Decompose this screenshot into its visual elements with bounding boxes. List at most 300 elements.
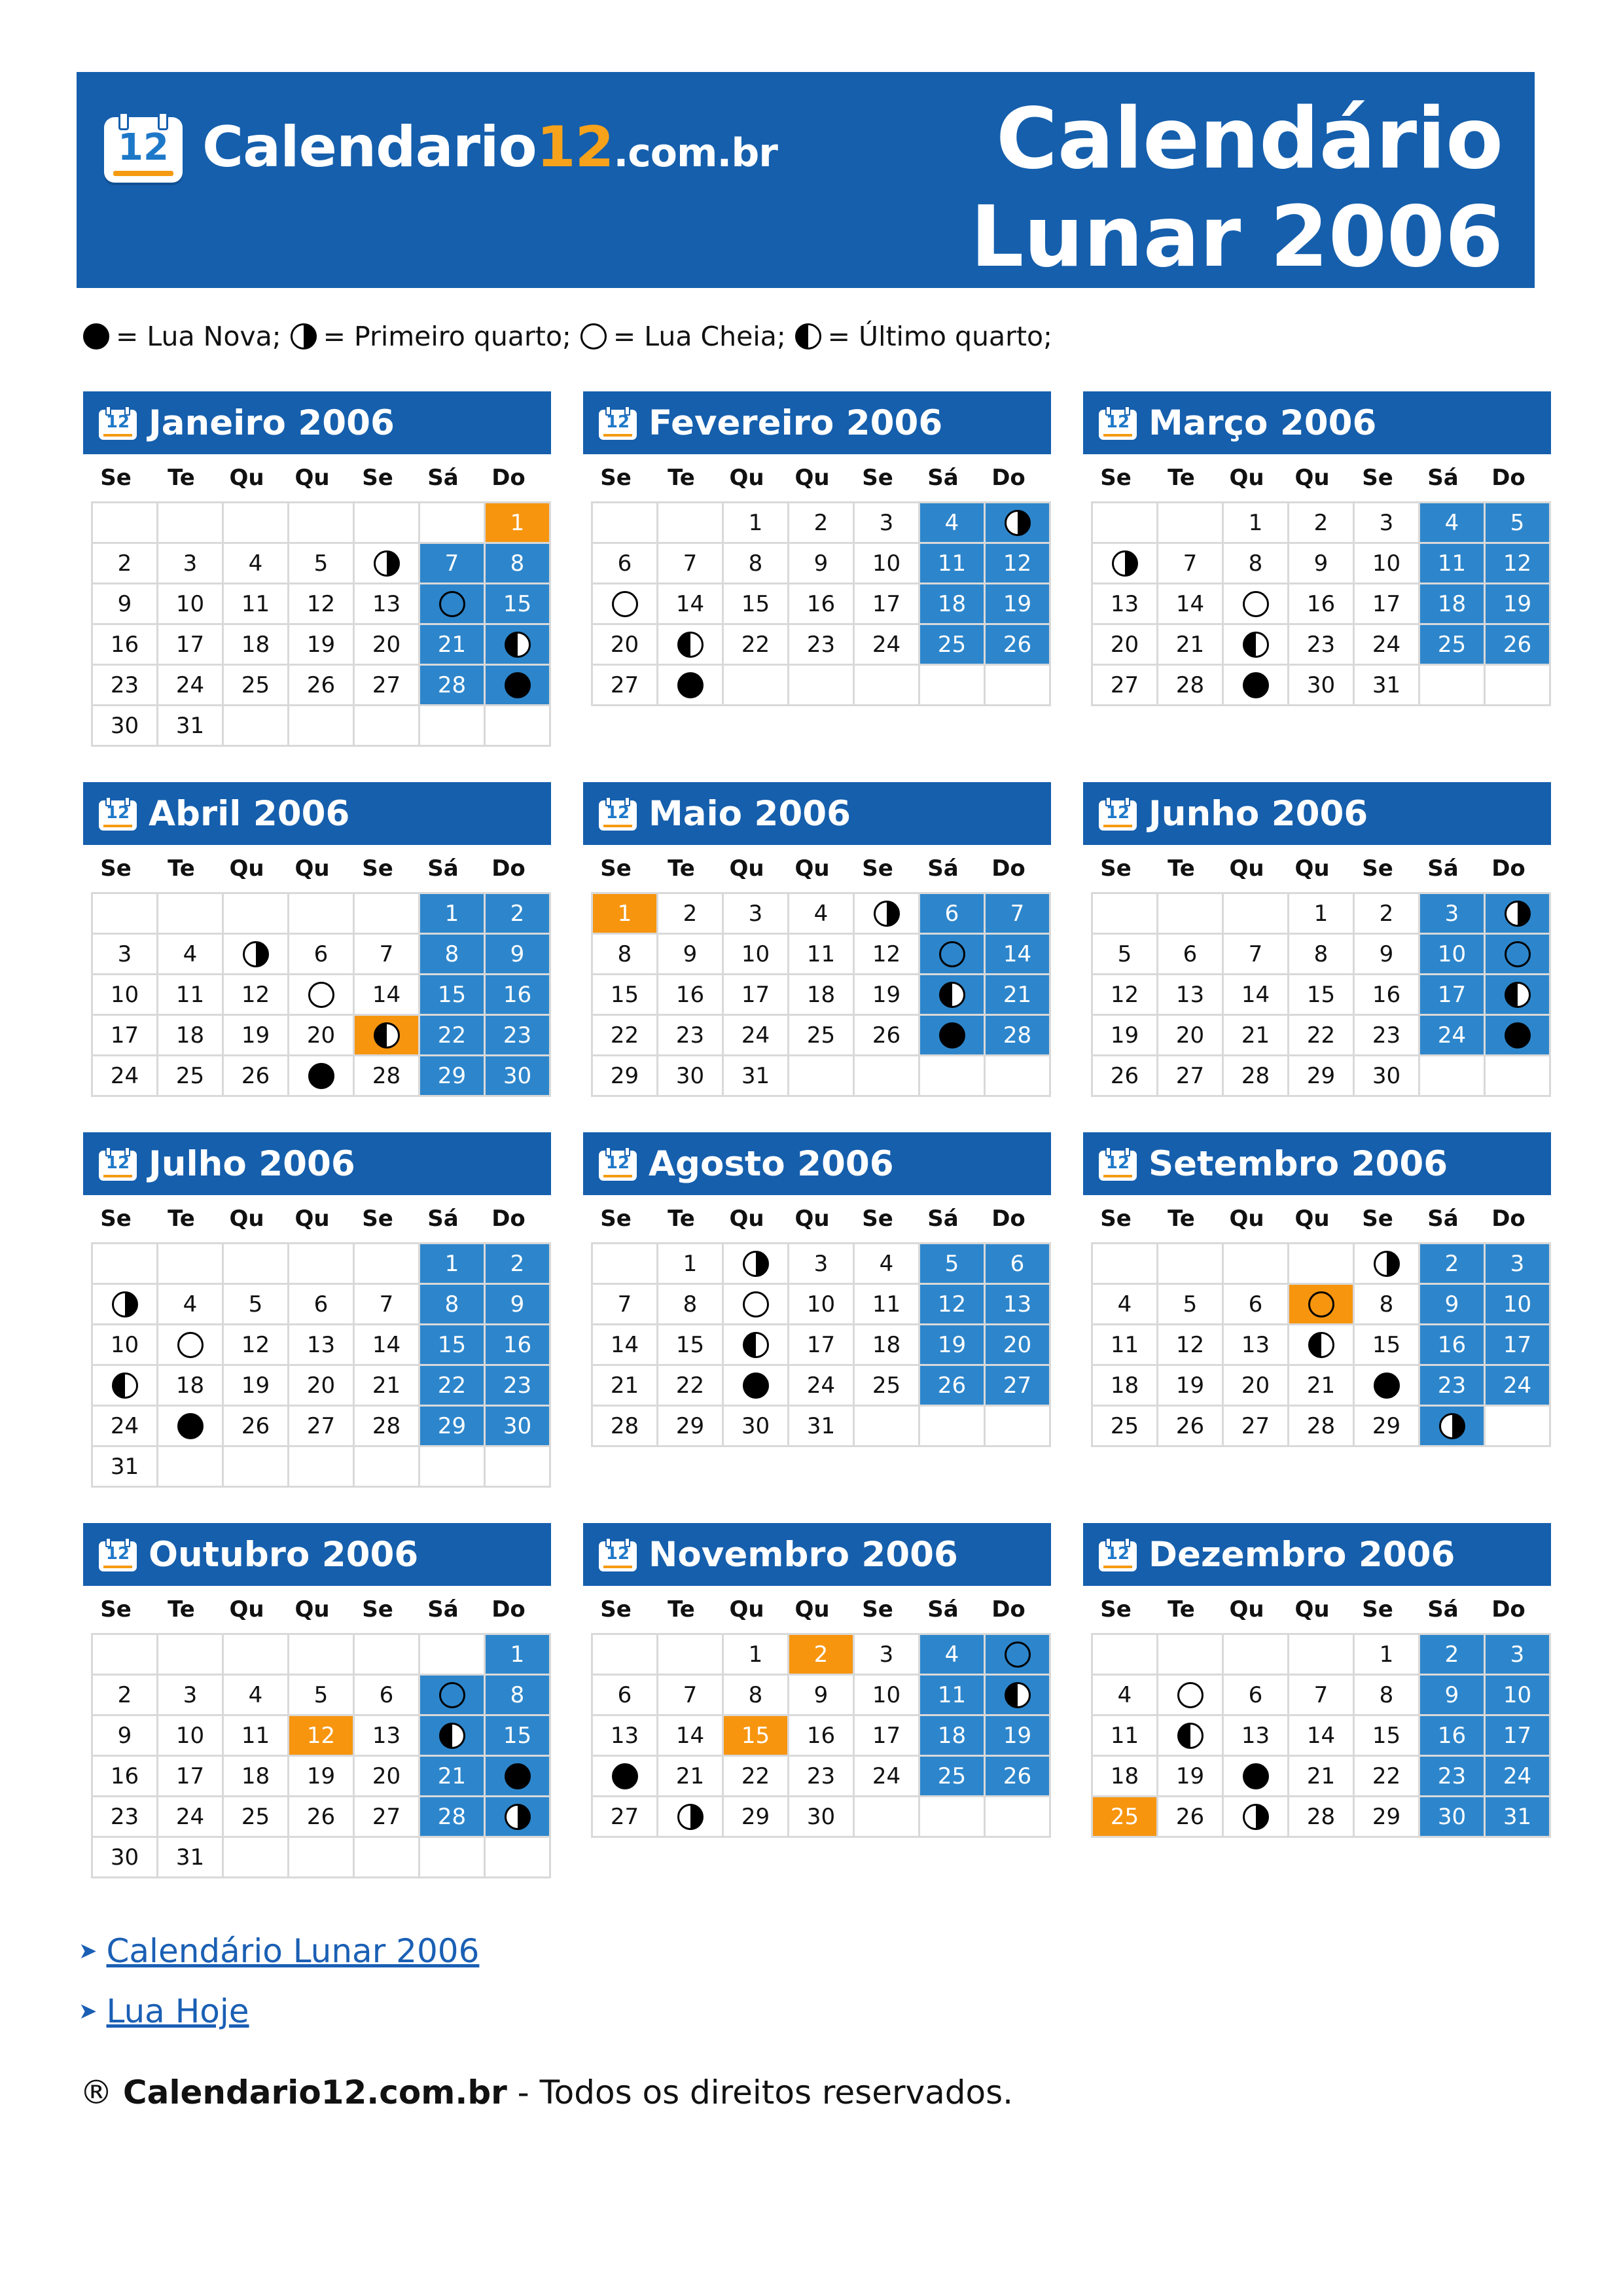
arrow-icon: ➤: [79, 1998, 98, 2024]
day-cell: 12: [1486, 544, 1551, 584]
day-cell: 19: [1093, 1016, 1158, 1056]
calendar-icon: 12: [599, 406, 637, 440]
empty-cell: [658, 1635, 724, 1676]
day-cell: 22: [420, 1366, 486, 1407]
day-cell: 30: [1289, 666, 1355, 706]
day-cell: 4: [1093, 1285, 1158, 1325]
day-cell: 4: [224, 544, 289, 584]
first-quarter-icon: [1374, 1251, 1400, 1277]
weekday-label: Qu: [1294, 465, 1330, 491]
weekday-label: Se: [362, 1596, 393, 1623]
full-moon-icon: [439, 1682, 465, 1708]
day-cell: 23: [1355, 1016, 1420, 1056]
day-cell: 24: [1486, 1757, 1551, 1797]
day-cell: 26: [289, 666, 355, 706]
month-title: Agosto 2006: [649, 1143, 894, 1184]
empty-cell: [158, 1447, 224, 1488]
day-cell: 18: [855, 1325, 920, 1366]
calendar-icon: 12: [599, 797, 637, 831]
day-cell: [1420, 1407, 1486, 1447]
day-cell: 8: [420, 935, 486, 975]
empty-cell: [224, 1447, 289, 1488]
calendar-icon: 12: [1099, 1537, 1137, 1571]
weekday-label: Sá: [1427, 465, 1459, 491]
empty-cell: [420, 706, 486, 747]
day-cell: 15: [658, 1325, 724, 1366]
day-cell: 9: [1420, 1285, 1486, 1325]
day-cell: [724, 1244, 789, 1285]
day-cell: 25: [855, 1366, 920, 1407]
day-cell: 23: [1289, 625, 1355, 666]
day-cell: 28: [986, 1016, 1051, 1056]
new-moon-icon: [1505, 1022, 1531, 1049]
day-cell: [855, 894, 920, 935]
day-cell: 12: [1093, 975, 1158, 1016]
day-cell: 29: [420, 1056, 486, 1097]
last-quarter-icon: [939, 982, 965, 1008]
day-cell: 6: [1224, 1676, 1289, 1716]
day-cell: 27: [355, 666, 420, 706]
day-cell: [986, 1676, 1051, 1716]
weekday-label: Se: [100, 465, 132, 491]
day-cell: 5: [920, 1244, 986, 1285]
day-cell: [658, 625, 724, 666]
empty-cell: [93, 503, 158, 544]
empty-cell: [1093, 1244, 1158, 1285]
day-cell: 19: [224, 1366, 289, 1407]
day-cell: 18: [158, 1366, 224, 1407]
full-moon-icon: [308, 982, 334, 1008]
weekday-label: Se: [600, 1596, 632, 1623]
day-cell: 21: [658, 1757, 724, 1797]
day-cell: 10: [158, 1716, 224, 1757]
day-cell: 15: [1355, 1325, 1420, 1366]
day-cell: 31: [1486, 1797, 1551, 1838]
weekday-label: Sá: [1427, 1206, 1459, 1232]
day-cell: 9: [1355, 935, 1420, 975]
empty-cell: [986, 666, 1051, 706]
day-cell: [93, 1285, 158, 1325]
day-cell: 7: [1289, 1676, 1355, 1716]
day-cell: [1486, 935, 1551, 975]
weekday-label: Qu: [794, 1596, 830, 1623]
day-cell: 8: [486, 1676, 551, 1716]
day-cell: 22: [420, 1016, 486, 1056]
weekday-label: Se: [600, 855, 632, 882]
day-cell: 26: [855, 1016, 920, 1056]
empty-cell: [289, 1244, 355, 1285]
weekday-label: Se: [362, 1206, 393, 1232]
weekday-header: [83, 1586, 551, 1633]
day-cell: 31: [789, 1407, 855, 1447]
empty-cell: [1420, 666, 1486, 706]
empty-cell: [420, 1838, 486, 1878]
weekday-label: Te: [1168, 1596, 1195, 1623]
day-cell: 4: [158, 935, 224, 975]
day-cell: 23: [93, 1797, 158, 1838]
empty-cell: [158, 894, 224, 935]
day-cell: 14: [355, 1325, 420, 1366]
day-cell: 30: [1355, 1056, 1420, 1097]
day-cell: 5: [289, 1676, 355, 1716]
month-calendar: [583, 1523, 1051, 1838]
empty-cell: [1158, 1244, 1224, 1285]
weekday-label: Sá: [927, 465, 959, 491]
day-cell: 10: [724, 935, 789, 975]
weekday-label: Se: [600, 465, 632, 491]
day-cell: [93, 1366, 158, 1407]
weekday-label: Te: [168, 1596, 195, 1623]
day-cell: 20: [289, 1366, 355, 1407]
day-cell: 8: [724, 1676, 789, 1716]
day-cell: 28: [1158, 666, 1224, 706]
weekday-label: Qu: [794, 1206, 830, 1232]
last-quarter-icon: [677, 632, 704, 658]
empty-cell: [1158, 503, 1224, 544]
day-cell: 18: [920, 584, 986, 625]
weekday-label: Te: [168, 1206, 195, 1232]
day-cell: 4: [855, 1244, 920, 1285]
day-cell: 9: [789, 1676, 855, 1716]
weekday-label: Se: [1100, 1206, 1132, 1232]
day-cell: 24: [789, 1366, 855, 1407]
day-cell: 2: [658, 894, 724, 935]
day-cell: 23: [789, 625, 855, 666]
full-moon-icon: [1505, 941, 1531, 967]
day-cell: 30: [486, 1407, 551, 1447]
month-header: [83, 391, 551, 454]
day-cell: 5: [1158, 1285, 1224, 1325]
weekday-header: [83, 454, 551, 501]
empty-cell: [289, 1838, 355, 1878]
weekday-label: Do: [991, 465, 1026, 491]
weekday-label: Se: [100, 855, 132, 882]
calendar-icon: 12: [599, 1147, 637, 1181]
day-cell: 27: [1158, 1056, 1224, 1097]
day-cell: 24: [1420, 1016, 1486, 1056]
weekday-label: Do: [1491, 1596, 1525, 1623]
empty-cell: [1289, 1244, 1355, 1285]
weekday-label: Do: [991, 855, 1026, 882]
day-cell: [420, 1716, 486, 1757]
day-cell: 7: [986, 894, 1051, 935]
day-cell: 20: [1158, 1016, 1224, 1056]
weekday-label: Te: [668, 855, 695, 882]
first-quarter-icon: [291, 323, 317, 350]
day-cell: 10: [93, 975, 158, 1016]
page-header: [77, 72, 1535, 288]
weekday-label: Qu: [229, 465, 264, 491]
day-cell: 1: [1355, 1635, 1420, 1676]
new-moon-icon: [1243, 672, 1269, 698]
day-cell: 19: [986, 584, 1051, 625]
empty-cell: [593, 503, 658, 544]
day-cell: 13: [1224, 1716, 1289, 1757]
empty-cell: [855, 1056, 920, 1097]
day-cell: [486, 666, 551, 706]
weekday-label: Te: [168, 855, 195, 882]
lunar-calendar-link[interactable]: Calendário Lunar 2006: [106, 1932, 480, 1970]
day-cell: 18: [1093, 1366, 1158, 1407]
full-moon-icon: [1243, 591, 1269, 617]
day-cell: 7: [1158, 544, 1224, 584]
empty-cell: [986, 1407, 1051, 1447]
day-cell: 23: [789, 1757, 855, 1797]
empty-cell: [789, 1056, 855, 1097]
day-grid: [1091, 501, 1551, 706]
title-line-1: Calendário: [995, 90, 1503, 188]
day-cell: [1224, 1797, 1289, 1838]
day-cell: 2: [93, 1676, 158, 1716]
empty-cell: [486, 706, 551, 747]
empty-cell: [1093, 894, 1158, 935]
day-cell: 19: [920, 1325, 986, 1366]
calendar-icon: 12: [99, 406, 137, 440]
empty-cell: [289, 1635, 355, 1676]
weekday-label: Qu: [294, 1596, 330, 1623]
day-cell: 8: [1355, 1676, 1420, 1716]
first-quarter-icon: [1505, 901, 1531, 927]
day-cell: 5: [224, 1285, 289, 1325]
weekday-header: [1083, 1195, 1551, 1242]
weekday-label: Te: [1168, 465, 1195, 491]
weekday-header: [583, 1586, 1051, 1633]
day-cell: 23: [486, 1016, 551, 1056]
link-item: [79, 1921, 479, 1981]
day-cell: 28: [1224, 1056, 1289, 1097]
day-cell: 16: [486, 975, 551, 1016]
day-cell: 17: [158, 625, 224, 666]
day-cell: 25: [224, 666, 289, 706]
last-quarter-icon: [505, 632, 531, 658]
empty-cell: [920, 1056, 986, 1097]
empty-cell: [93, 1635, 158, 1676]
day-cell: 16: [1420, 1325, 1486, 1366]
day-cell: 4: [1420, 503, 1486, 544]
weekday-label: Qu: [1229, 855, 1264, 882]
day-cell: 16: [789, 584, 855, 625]
full-moon-icon: [580, 323, 607, 350]
calendar-icon: 12: [104, 112, 183, 183]
day-cell: [658, 1797, 724, 1838]
day-cell: 30: [789, 1797, 855, 1838]
day-cell: 26: [1486, 625, 1551, 666]
day-cell: 7: [658, 544, 724, 584]
empty-cell: [289, 1447, 355, 1488]
day-cell: 23: [1420, 1757, 1486, 1797]
day-cell: 28: [420, 666, 486, 706]
month-title: Fevereiro 2006: [649, 403, 943, 443]
site-logo[interactable]: [104, 111, 777, 183]
month-calendar: [1083, 1132, 1551, 1447]
month-header: [583, 1132, 1051, 1195]
day-cell: 12: [855, 935, 920, 975]
day-cell: 10: [1486, 1676, 1551, 1716]
day-cell: 21: [986, 975, 1051, 1016]
day-cell: 13: [355, 584, 420, 625]
day-cell: 11: [1093, 1716, 1158, 1757]
weekday-label: Qu: [729, 1206, 764, 1232]
weekday-label: Se: [1100, 1596, 1132, 1623]
day-cell: 6: [593, 544, 658, 584]
day-cell: 10: [1420, 935, 1486, 975]
day-cell: [289, 975, 355, 1016]
weekday-label: Sá: [927, 855, 959, 882]
day-grid: [1091, 892, 1551, 1097]
empty-cell: [1486, 666, 1551, 706]
month-calendar: [83, 1523, 551, 1878]
day-cell: [1224, 625, 1289, 666]
month-header: [83, 1132, 551, 1195]
day-grid: [591, 892, 1051, 1097]
day-cell: 26: [920, 1366, 986, 1407]
day-cell: 24: [855, 1757, 920, 1797]
first-quarter-icon: [112, 1291, 138, 1318]
day-cell: 15: [420, 975, 486, 1016]
weekday-label: Do: [491, 1596, 526, 1623]
last-quarter-icon: [1505, 982, 1531, 1008]
day-grid: [91, 501, 551, 747]
weekday-header: [1083, 845, 1551, 892]
weekday-label: Do: [991, 1206, 1026, 1232]
new-moon-icon: [505, 672, 531, 698]
weekday-label: Do: [491, 465, 526, 491]
day-cell: 2: [93, 544, 158, 584]
day-cell: 9: [789, 544, 855, 584]
empty-cell: [93, 1244, 158, 1285]
day-cell: 9: [1289, 544, 1355, 584]
day-cell: 19: [1158, 1366, 1224, 1407]
weekday-label: Sá: [427, 465, 459, 491]
weekday-label: Do: [491, 1206, 526, 1232]
weekday-label: Do: [491, 855, 526, 882]
empty-cell: [855, 1797, 920, 1838]
full-moon-icon: [939, 941, 965, 967]
weekday-label: Do: [1491, 855, 1525, 882]
weekday-label: Qu: [794, 465, 830, 491]
empty-cell: [593, 1244, 658, 1285]
day-cell: 18: [1093, 1757, 1158, 1797]
empty-cell: [1420, 1056, 1486, 1097]
day-cell: 6: [289, 935, 355, 975]
empty-cell: [920, 666, 986, 706]
day-cell: 19: [1158, 1757, 1224, 1797]
day-cell: 3: [789, 1244, 855, 1285]
day-cell: [486, 1797, 551, 1838]
day-cell: 30: [486, 1056, 551, 1097]
weekday-header: [583, 845, 1051, 892]
day-cell: 21: [420, 625, 486, 666]
month-header: [1083, 1523, 1551, 1586]
day-cell: 15: [1355, 1716, 1420, 1757]
weekday-label: Te: [668, 465, 695, 491]
day-cell: 21: [1158, 625, 1224, 666]
month-header: [83, 782, 551, 845]
day-cell: 25: [158, 1056, 224, 1097]
weekday-label: Te: [168, 465, 195, 491]
day-cell: 27: [593, 1797, 658, 1838]
weekday-header: [1083, 1586, 1551, 1633]
empty-cell: [355, 1244, 420, 1285]
empty-cell: [1093, 1635, 1158, 1676]
moon-today-link[interactable]: Lua Hoje: [106, 1992, 249, 2030]
day-cell: 17: [93, 1016, 158, 1056]
day-cell: 13: [1158, 975, 1224, 1016]
full-moon-icon: [743, 1291, 769, 1318]
day-cell: 21: [1289, 1757, 1355, 1797]
weekday-label: Qu: [794, 855, 830, 882]
weekday-label: Qu: [729, 1596, 764, 1623]
weekday-label: Te: [1168, 855, 1195, 882]
day-cell: 5: [1093, 935, 1158, 975]
weekday-label: Sá: [1427, 1596, 1459, 1623]
day-cell: 29: [420, 1407, 486, 1447]
weekday-label: Se: [1100, 855, 1132, 882]
day-cell: 29: [1289, 1056, 1355, 1097]
day-cell: 9: [1420, 1676, 1486, 1716]
weekday-label: Qu: [294, 465, 330, 491]
new-moon-icon: [308, 1063, 334, 1089]
day-cell: [1093, 544, 1158, 584]
weekday-label: Qu: [1229, 1206, 1264, 1232]
day-cell: 23: [658, 1016, 724, 1056]
day-grid: [1091, 1633, 1551, 1838]
day-cell: 31: [93, 1447, 158, 1488]
day-cell: 12: [289, 1716, 355, 1757]
day-cell: 1: [1289, 894, 1355, 935]
day-grid: [591, 501, 1051, 706]
new-moon-icon: [939, 1022, 965, 1049]
day-cell: 8: [1224, 544, 1289, 584]
day-cell: [658, 666, 724, 706]
empty-cell: [224, 706, 289, 747]
day-cell: [1486, 1016, 1551, 1056]
weekday-label: Se: [1362, 855, 1393, 882]
last-quarter-icon: [112, 1372, 138, 1399]
day-cell: 3: [724, 894, 789, 935]
day-cell: [1486, 894, 1551, 935]
weekday-label: Sá: [1427, 855, 1459, 882]
day-cell: [486, 625, 551, 666]
day-cell: 22: [724, 625, 789, 666]
day-cell: 17: [1486, 1325, 1551, 1366]
day-cell: [1224, 584, 1289, 625]
day-cell: 24: [855, 625, 920, 666]
day-cell: 12: [224, 975, 289, 1016]
day-cell: 30: [724, 1407, 789, 1447]
day-cell: 5: [1486, 503, 1551, 544]
day-cell: 8: [1355, 1285, 1420, 1325]
day-cell: 28: [355, 1056, 420, 1097]
day-cell: [289, 1056, 355, 1097]
weekday-header: [83, 845, 551, 892]
day-cell: 11: [224, 1716, 289, 1757]
day-cell: 10: [855, 544, 920, 584]
day-cell: 18: [789, 975, 855, 1016]
day-cell: 27: [289, 1407, 355, 1447]
day-cell: 3: [93, 935, 158, 975]
empty-cell: [355, 706, 420, 747]
last-quarter-icon: [743, 1332, 769, 1358]
day-cell: 11: [920, 544, 986, 584]
day-cell: 11: [224, 584, 289, 625]
day-cell: 20: [986, 1325, 1051, 1366]
day-cell: 11: [789, 935, 855, 975]
calendar-icon: 12: [1099, 1147, 1137, 1181]
day-cell: 26: [289, 1797, 355, 1838]
day-cell: 2: [1420, 1635, 1486, 1676]
month-title: Dezembro 2006: [1149, 1534, 1455, 1575]
